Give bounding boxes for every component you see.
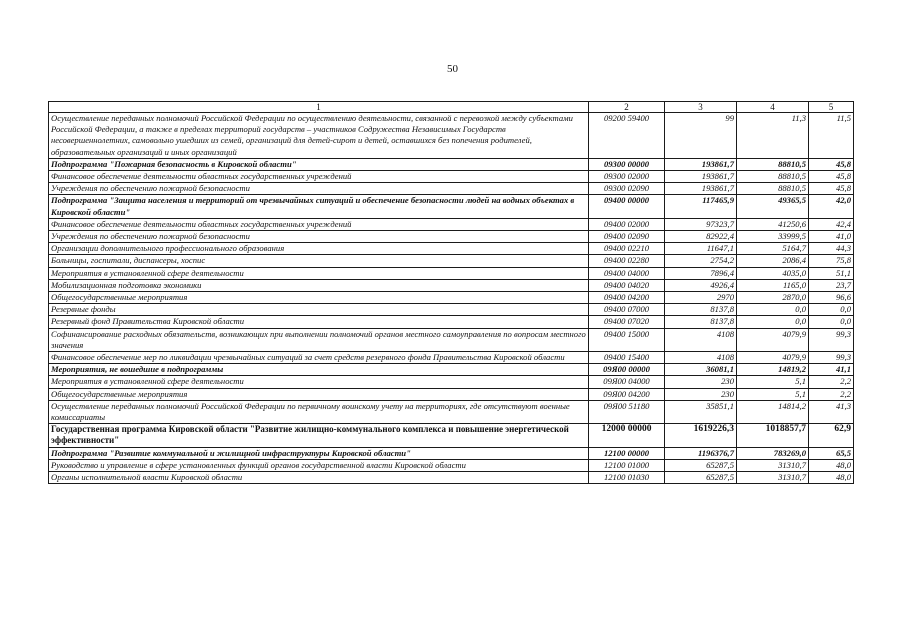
table-row <box>49 352 854 364</box>
row-code: 09Я00 51180 <box>589 400 665 423</box>
table-row <box>49 158 854 170</box>
table-row <box>49 183 854 195</box>
table-row <box>49 316 854 328</box>
table-row <box>49 304 854 316</box>
row-percent: 42,4 <box>809 218 854 230</box>
row-plan-value: 4926,4 <box>665 279 737 291</box>
row-percent: 48,0 <box>809 472 854 484</box>
row-actual-value: 31310,7 <box>737 472 809 484</box>
row-actual-value: 2086,4 <box>737 255 809 267</box>
row-percent: 11,5 <box>809 113 854 159</box>
table-row <box>49 243 854 255</box>
row-plan-value: 82922,4 <box>665 231 737 243</box>
row-name: Подпрограмма "Развитие коммунальной и жилищной инфраструктуры Кировской области" <box>49 447 589 459</box>
row-code: 09200 59400 <box>589 113 665 159</box>
row-name: Осуществление переданных полномочий Российской Федерации по осуществлению деятельности, связанной с перевозкой между субъектами Российской Федерации, а также в пределах территорий государств – участников Содружества Независимых Государств несовершеннолетних, самовольно ушедших из семей, организаций для детей-сирот и детей, оставшихся без попечения родителей, образовательных организаций и иных организаций <box>49 113 589 159</box>
row-code: 09Я00 04200 <box>589 388 665 400</box>
row-name: Учреждения по обеспечению пожарной безопасности <box>49 183 589 195</box>
row-percent: 0,0 <box>809 304 854 316</box>
row-code: 09Я00 04000 <box>589 376 665 388</box>
row-percent: 45,8 <box>809 183 854 195</box>
row-plan-value: 117465,9 <box>665 195 737 218</box>
row-actual-value: 14819,2 <box>737 364 809 376</box>
table-header-row <box>49 102 854 113</box>
row-actual-value: 2870,0 <box>737 292 809 304</box>
row-code: 09300 02090 <box>589 183 665 195</box>
row-actual-value: 14814,2 <box>737 400 809 423</box>
row-name: Софинансирование расходных обязательств, возникающих при выполнении полномочий органов местного самоуправления по вопросам местного значения <box>49 328 589 351</box>
row-plan-value: 230 <box>665 388 737 400</box>
row-actual-value: 4079,9 <box>737 352 809 364</box>
table-row <box>49 218 854 230</box>
row-actual-value: 1018857,7 <box>737 424 809 447</box>
table-row <box>49 113 854 159</box>
table-row <box>49 279 854 291</box>
row-plan-value: 11647,1 <box>665 243 737 255</box>
row-actual-value: 41250,6 <box>737 218 809 230</box>
table-row <box>49 400 854 423</box>
row-name: Резервный фонд Правительства Кировской области <box>49 316 589 328</box>
row-name: Общегосударственные мероприятия <box>49 388 589 400</box>
header-col-3: 3 <box>665 102 737 113</box>
table-row <box>49 376 854 388</box>
row-name: Больницы, госпитали, диспансеры, хоспис <box>49 255 589 267</box>
row-percent: 45,8 <box>809 171 854 183</box>
row-percent: 48,0 <box>809 459 854 471</box>
row-name: Финансовое обеспечение деятельности областных государственных учреждений <box>49 171 589 183</box>
row-code: 12100 01000 <box>589 459 665 471</box>
row-plan-value: 193861,7 <box>665 171 737 183</box>
page-number: 50 <box>447 63 458 75</box>
row-percent: 41,0 <box>809 231 854 243</box>
row-actual-value: 88810,5 <box>737 171 809 183</box>
header-col-2: 2 <box>589 102 665 113</box>
header-col-1: 1 <box>49 102 589 113</box>
table-row <box>49 195 854 218</box>
table-row <box>49 459 854 471</box>
row-actual-value: 5,1 <box>737 388 809 400</box>
row-plan-value: 193861,7 <box>665 158 737 170</box>
row-code: 09400 02000 <box>589 218 665 230</box>
row-name: Финансовое обеспечение мер по ликвидации чрезвычайных ситуаций за счет средств резервного фонда Правительства Кировской области <box>49 352 589 364</box>
row-name: Резервные фонды <box>49 304 589 316</box>
row-code: 09400 02090 <box>589 231 665 243</box>
header-col-5: 5 <box>809 102 854 113</box>
table-row <box>49 267 854 279</box>
row-actual-value: 5,1 <box>737 376 809 388</box>
row-actual-value: 4079,9 <box>737 328 809 351</box>
row-plan-value: 4108 <box>665 328 737 351</box>
row-plan-value: 193861,7 <box>665 183 737 195</box>
row-code: 12100 00000 <box>589 447 665 459</box>
row-actual-value: 49365,5 <box>737 195 809 218</box>
row-plan-value: 8137,8 <box>665 316 737 328</box>
header-col-4: 4 <box>737 102 809 113</box>
row-plan-value: 1619226,3 <box>665 424 737 447</box>
row-name: Организации дополнительного профессионального образования <box>49 243 589 255</box>
row-name: Мобилизационная подготовка экономики <box>49 279 589 291</box>
row-code: 12000 00000 <box>589 424 665 447</box>
row-plan-value: 65287,5 <box>665 459 737 471</box>
row-percent: 2,2 <box>809 376 854 388</box>
table-row <box>49 255 854 267</box>
row-plan-value: 35851,1 <box>665 400 737 423</box>
row-actual-value: 88810,5 <box>737 183 809 195</box>
row-actual-value: 31310,7 <box>737 459 809 471</box>
row-code: 09400 04000 <box>589 267 665 279</box>
table-row <box>49 328 854 351</box>
row-plan-value: 36081,1 <box>665 364 737 376</box>
row-name: Учреждения по обеспечению пожарной безопасности <box>49 231 589 243</box>
row-actual-value: 11,3 <box>737 113 809 159</box>
row-actual-value: 783269,0 <box>737 447 809 459</box>
table-row <box>49 424 854 447</box>
row-actual-value: 33999,5 <box>737 231 809 243</box>
row-code: 09400 07020 <box>589 316 665 328</box>
row-plan-value: 7896,4 <box>665 267 737 279</box>
row-name: Руководство и управление в сфере установленных функций органов государственной власти Кировской области <box>49 459 589 471</box>
row-plan-value: 4108 <box>665 352 737 364</box>
row-actual-value: 5164,7 <box>737 243 809 255</box>
row-plan-value: 2970 <box>665 292 737 304</box>
table-row <box>49 231 854 243</box>
table-row <box>49 472 854 484</box>
row-plan-value: 230 <box>665 376 737 388</box>
row-name: Мероприятия в установленной сфере деятельности <box>49 376 589 388</box>
table-row <box>49 364 854 376</box>
row-name: Финансовое обеспечение деятельности областных государственных учреждений <box>49 218 589 230</box>
row-name: Подпрограмма "Защита населения и территорий от чрезвычайных ситуаций и обеспечение безопасности людей на водных объектах в Кировской области" <box>49 195 589 218</box>
row-name: Мероприятия, не вошедшие в подпрограммы <box>49 364 589 376</box>
row-code: 09400 04020 <box>589 279 665 291</box>
row-code: 12100 01030 <box>589 472 665 484</box>
row-percent: 75,8 <box>809 255 854 267</box>
row-code: 09400 02280 <box>589 255 665 267</box>
table-row <box>49 292 854 304</box>
row-percent: 99,3 <box>809 352 854 364</box>
row-percent: 65,5 <box>809 447 854 459</box>
row-percent: 99,3 <box>809 328 854 351</box>
row-percent: 41,1 <box>809 364 854 376</box>
budget-table <box>48 101 854 484</box>
row-percent: 51,1 <box>809 267 854 279</box>
row-code: 09300 00000 <box>589 158 665 170</box>
budget-table-body <box>49 102 854 484</box>
row-code: 09400 07000 <box>589 304 665 316</box>
row-actual-value: 0,0 <box>737 304 809 316</box>
row-code: 09Я00 00000 <box>589 364 665 376</box>
row-percent: 2,2 <box>809 388 854 400</box>
row-percent: 62,9 <box>809 424 854 447</box>
row-actual-value: 4035,0 <box>737 267 809 279</box>
row-plan-value: 1196376,7 <box>665 447 737 459</box>
row-code: 09400 02210 <box>589 243 665 255</box>
row-code: 09400 15000 <box>589 328 665 351</box>
table-row <box>49 171 854 183</box>
row-code: 09400 15400 <box>589 352 665 364</box>
row-plan-value: 65287,5 <box>665 472 737 484</box>
row-plan-value: 99 <box>665 113 737 159</box>
row-plan-value: 8137,8 <box>665 304 737 316</box>
row-percent: 0,0 <box>809 316 854 328</box>
row-percent: 23,7 <box>809 279 854 291</box>
table-row <box>49 388 854 400</box>
row-plan-value: 97323,7 <box>665 218 737 230</box>
row-name: Подпрограмма "Пожарная безопасность в Кировской области" <box>49 158 589 170</box>
row-percent: 96,6 <box>809 292 854 304</box>
row-name: Осуществление переданных полномочий Российской Федерации по первичному воинскому учету на территориях, где отсутствуют военные комиссариаты <box>49 400 589 423</box>
row-name: Мероприятия в установленной сфере деятельности <box>49 267 589 279</box>
row-actual-value: 0,0 <box>737 316 809 328</box>
row-percent: 44,3 <box>809 243 854 255</box>
row-percent: 45,8 <box>809 158 854 170</box>
table-row <box>49 447 854 459</box>
row-name: Государственная программа Кировской области "Развитие жилищно-коммунального комплекса и повышение энергетической эффективности" <box>49 424 589 447</box>
row-percent: 42,0 <box>809 195 854 218</box>
row-percent: 41,3 <box>809 400 854 423</box>
row-plan-value: 2754,2 <box>665 255 737 267</box>
row-name: Органы исполнительной власти Кировской области <box>49 472 589 484</box>
row-code: 09400 00000 <box>589 195 665 218</box>
row-actual-value: 1165,0 <box>737 279 809 291</box>
row-code: 09400 04200 <box>589 292 665 304</box>
row-code: 09300 02000 <box>589 171 665 183</box>
row-name: Общегосударственные мероприятия <box>49 292 589 304</box>
row-actual-value: 88810,5 <box>737 158 809 170</box>
